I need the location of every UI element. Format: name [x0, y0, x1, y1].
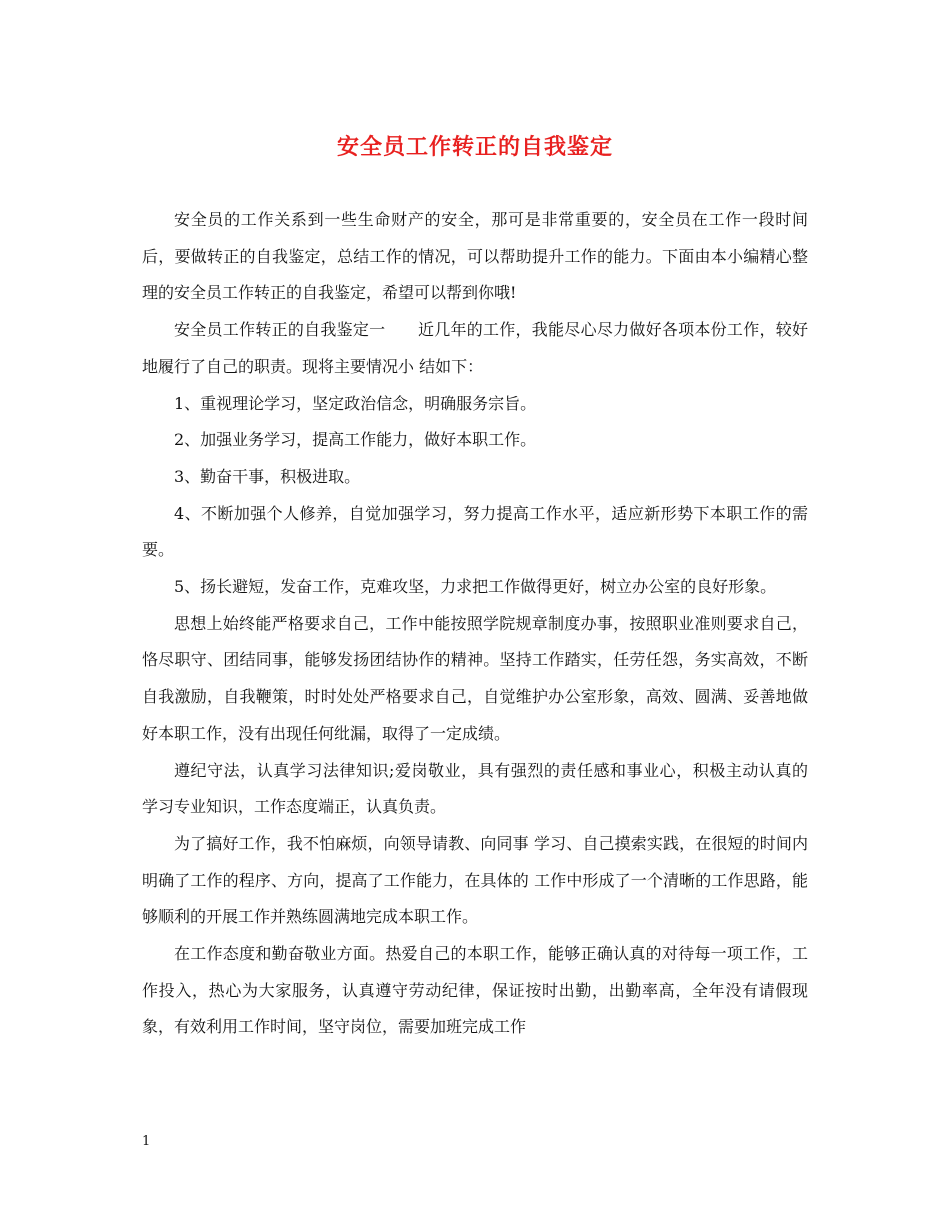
list-item-1: 1、重视理论学习，坚定政治信念，明确服务宗旨。: [174, 393, 537, 413]
paragraph-thinking: 思想上始终能严格要求自己，工作中能按照学院规章制度办事，按照职业准则要求自己， 恪尽职守、团结同事，能够发扬团结协作的精神。坚持工作踏实，任劳任怨，务实高效，不断 自我激励，自我鞭策，时时处处严格要求自己，自觉维护办公室形象，高效、圆满、妥善地做 好本职工作，没有出现任何纰漏，取得了一定成绩。: [142, 613, 808, 743]
list-item-4: 4、不断加强个人修养，自觉加强学习，努力提高工作水平，适应新形势下本职工作的需要。: [142, 503, 808, 560]
paragraph-attitude: 在工作态度和勤奋敬业方面。热爱自己的本职工作，能够正确认真的对待每一项工作，工作投入，热心为大家服务，认真遵守劳动纪律，保证按时出勤，出勤率高，全年没有请假现象，有效利用工作时间，坚守岗位，需要加班完成工作: [142, 944, 808, 1037]
list-item-2: 2、加强业务学习，提高工作能力，做好本职工作。: [174, 430, 537, 450]
document-title: 安全员工作转正的自我鉴定: [336, 134, 613, 160]
paragraph-learning: 为了搞好工作，我不怕麻烦，向领导请教、向同事 学习、自己摸索实践，在很短的时间内明确了工作的程序、方向，提高了工作能力，在具体的 工作中形成了一个清晰的工作思路，能够顺利的开展工作并熟练圆满地完成本职工作。: [142, 833, 808, 927]
page-number: 1: [142, 1134, 151, 1149]
paragraph-section-one: 安全员工作转正的自我鉴定一 近几年的工作，我能尽心尽力做好各项本份工作，较好地履行了自己的职责。现将主要情况小 结如下：: [142, 320, 808, 376]
document-body: [142, 202, 808, 1046]
paragraph-intro: 安全员的工作关系到一些生命财产的安全，那可是非常重要的，安全员在工作一段时间后，要做转正的自我鉴定，总结工作的情况，可以帮助提升工作的能力。下面由本小编精心整理的安全员工作转正的自我鉴定，希望可以帮到你哦!: [142, 210, 808, 303]
paragraph-discipline: 遵纪守法，认真学习法律知识;爱岗敬业，具有强烈的责任感和事业心，积极主动认真的 学习专业知识，工作态度端正，认真负责。: [142, 760, 808, 817]
list-item-5: 5、扬长避短，发奋工作，克难攻坚，力求把工作做得更好，树立办公室的良好形象。: [174, 577, 777, 597]
list-item-3: 3、勤奋干事，积极进取。: [174, 466, 361, 486]
